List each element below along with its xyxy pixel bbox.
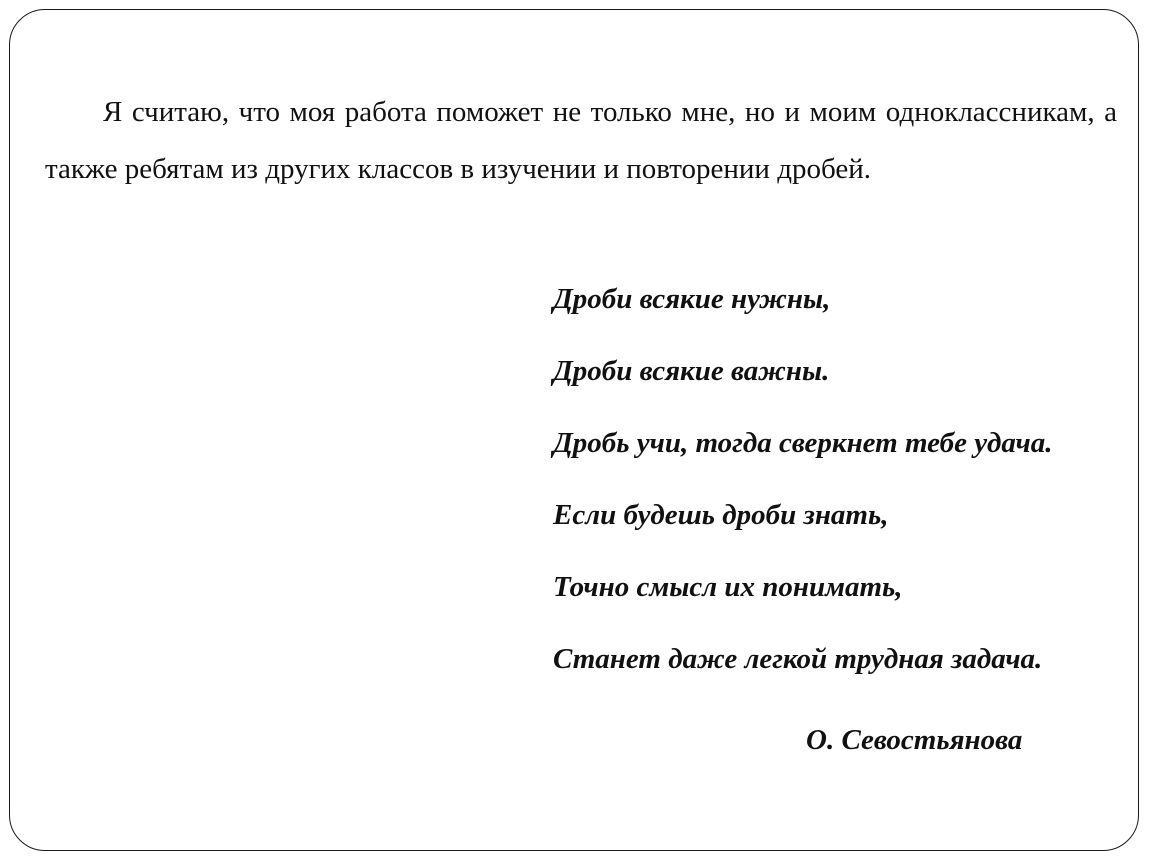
poem-line: Дробь учи, тогда сверкнет тебе удача. (553, 427, 1053, 459)
intro-paragraph: Я считаю, что моя работа поможет не только мне, но и моим одноклассникам, а также ребятам из других классов в изучении и повторении дробей. (45, 96, 1117, 185)
slide-frame (9, 9, 1139, 851)
poem-line: Дроби всякие нужны, (553, 283, 831, 315)
poem-line: Точно смысл их понимать, (553, 571, 903, 603)
poem (553, 275, 1133, 707)
poem-line: Станет даже легкой трудная задача. (553, 643, 1043, 675)
poem-line: Если будешь дроби знать, (553, 499, 889, 531)
poem-author: О. Севостьянова (806, 724, 1023, 756)
poem-line: Дроби всякие важны. (553, 355, 830, 387)
